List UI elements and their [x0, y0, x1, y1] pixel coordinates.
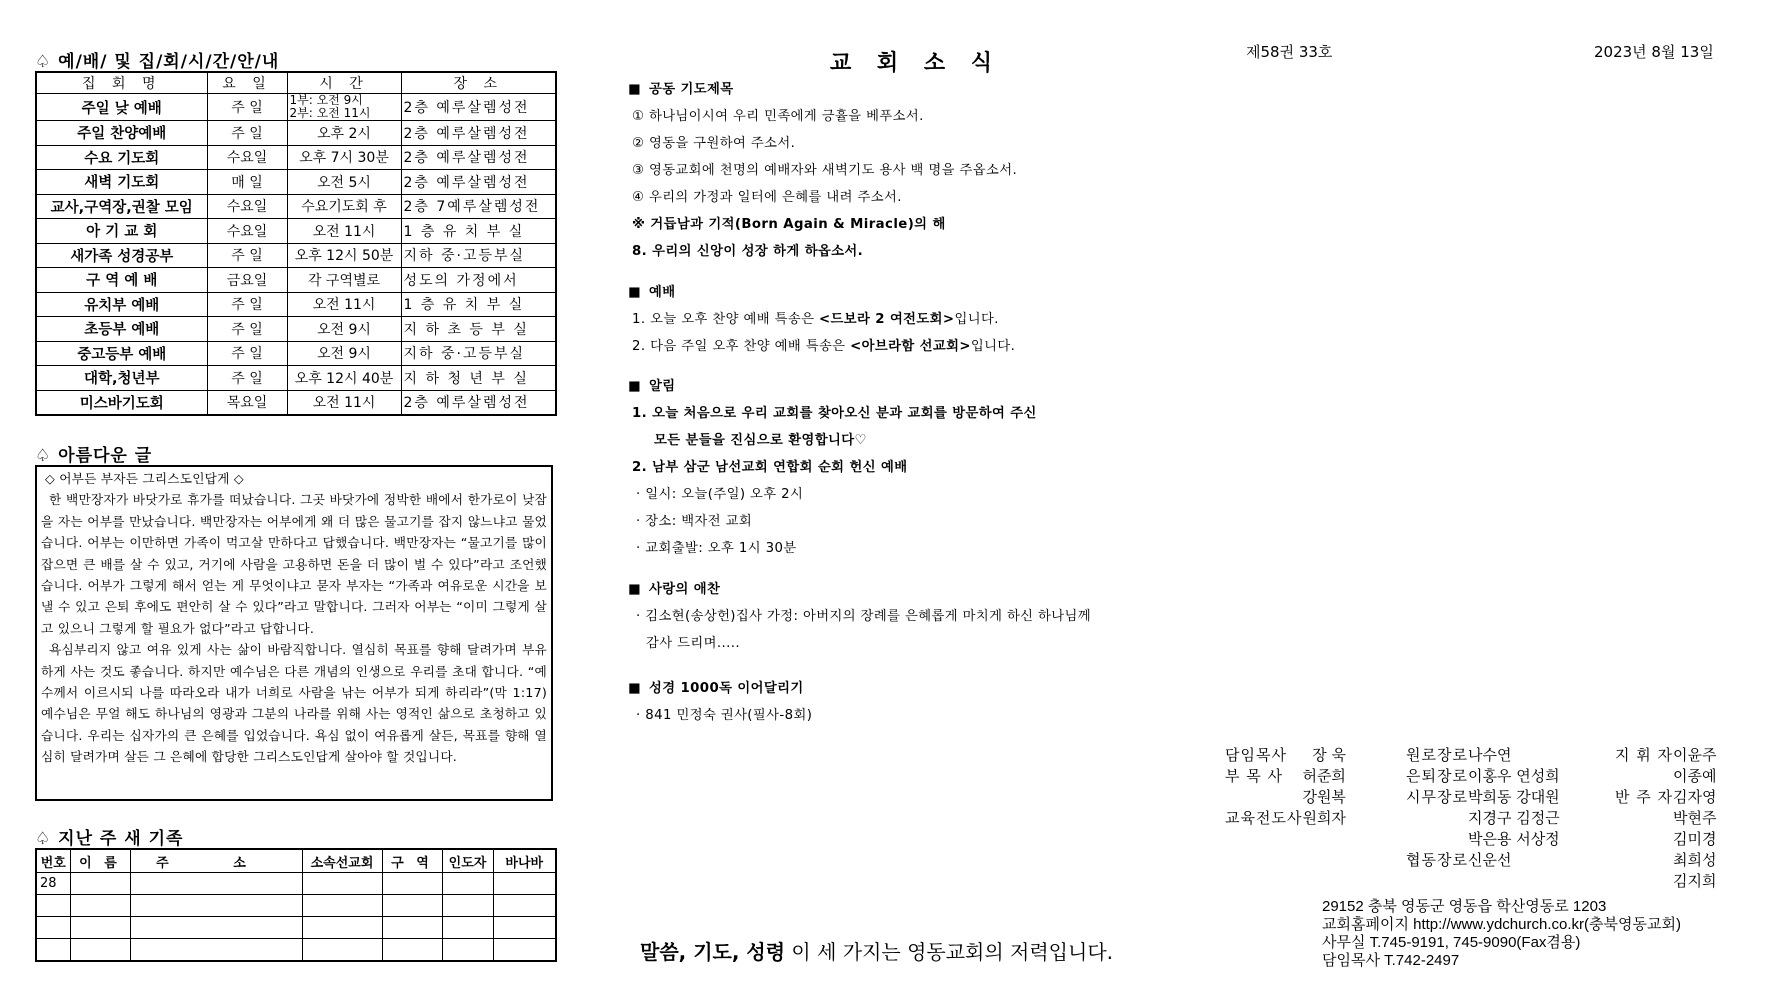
schedule-row: [36, 243, 556, 268]
church-motto: 말씀, 기도, 성령 이 세 가지는 영동교회의 저력입니다.: [640, 940, 1113, 964]
staff-role: 은퇴장로: [1406, 767, 1468, 785]
service-name: 구 역 예 배: [36, 268, 207, 293]
service-place: 2층 예루살렘성전: [401, 170, 556, 195]
pastor-phone: 담임목사 T.742-2497: [1322, 952, 1460, 969]
staff-role: 부 목 사: [1225, 767, 1284, 785]
staff-row: [1225, 787, 1346, 808]
service-place: 1 층 유 치 부 실: [401, 292, 556, 317]
staff-row: [1615, 850, 1717, 871]
visitor-row: [36, 939, 556, 962]
schedule-header: 장 소: [401, 72, 556, 94]
schedule-row: [36, 194, 556, 219]
bible-section: [628, 675, 812, 729]
prayer-section: [628, 76, 1017, 265]
service-name: 교사,구역장,권찰 모임: [36, 194, 207, 219]
service-day: 수요일: [207, 219, 287, 244]
worship-section: [628, 279, 1015, 360]
staff-row: [1615, 808, 1717, 829]
service-name: 새가족 성경공부: [36, 243, 207, 268]
staff-row: [1406, 829, 1560, 850]
staff-name: 최희성: [1673, 851, 1717, 869]
staff-row: [1406, 787, 1560, 808]
notice-heading: ■ 알림: [628, 373, 1037, 400]
staff-name: 이홍우 연성희: [1467, 767, 1560, 785]
notice-detail: · 장소: 백자전 교회: [636, 514, 753, 529]
schedule-row: [36, 170, 556, 195]
service-day: 주 일: [207, 317, 287, 342]
visitor-cell: [70, 917, 130, 939]
church-address: [1322, 898, 1681, 970]
visitor-row: [36, 917, 556, 939]
staff-role: 지 휘 자: [1615, 746, 1674, 764]
service-name: 수요 기도회: [36, 145, 207, 170]
visitors-header: 소속선교회: [302, 849, 382, 873]
visitors-header: 주 소: [130, 849, 302, 873]
staff-row: [1406, 808, 1560, 829]
staff-name: 신운선: [1467, 851, 1512, 869]
service-day: 목요일: [207, 390, 287, 415]
love-feast-line: · 김소현(송상헌)집사 가정: 아버지의 장례를 은혜롭게 마치게 하신 하나님께: [636, 609, 1092, 624]
schedule-row: [36, 145, 556, 170]
service-name: 대학,청년부: [36, 366, 207, 391]
visitor-cell: [493, 873, 556, 895]
prayer-item: ④ 우리의 가정과 일터에 은혜를 내려 주소서.: [632, 190, 902, 205]
visitor-cell: [442, 939, 493, 962]
staff-row: [1406, 766, 1560, 787]
staff-name: 김자영: [1673, 788, 1717, 806]
staff-name: 박희동 강대원: [1467, 788, 1560, 806]
love-feast-heading: ■ 사랑의 애찬: [628, 576, 1091, 603]
schedule-header-row: [36, 72, 556, 94]
schedule-row: [36, 292, 556, 317]
visitor-cell: [130, 895, 302, 917]
service-day: 주 일: [207, 341, 287, 366]
bible-line: · 841 민정숙 권사(필사-8회): [636, 708, 813, 723]
essay-title: ◇ 어부든 부자든 그리스도인답게 ◇: [45, 471, 244, 486]
love-feast-section: [628, 576, 1091, 657]
service-place: 2층 7예루살렘성전: [401, 194, 556, 219]
service-time: 각 구역별로: [287, 268, 401, 293]
visitor-cell: [302, 873, 382, 895]
schedule-row: [36, 390, 556, 415]
service-time: 오전 9시: [287, 317, 401, 342]
visitor-cell: [70, 939, 130, 962]
visitor-cell: [70, 873, 130, 895]
worship-item-1: 1. 오늘 오후 찬양 예배 특송은 <드보라 2 여전도회>입니다.: [632, 312, 999, 327]
schedule-row: [36, 317, 556, 342]
staff-role: [1615, 871, 1673, 892]
service-day: 수요일: [207, 145, 287, 170]
service-day: 주 일: [207, 121, 287, 146]
visitors-header: 이 름: [70, 849, 130, 873]
staff-name: 나수연: [1467, 746, 1512, 764]
staff-row: [1225, 745, 1346, 766]
staff-row: [1615, 829, 1717, 850]
visitor-cell: [442, 917, 493, 939]
staff-name: 이종예: [1673, 767, 1717, 785]
staff-row: [1615, 787, 1717, 808]
service-place: 지하 중·고등부실: [401, 341, 556, 366]
staff-name: 지경구 김정근: [1467, 809, 1560, 827]
essay-section-title: ♤ 아름다운 글: [35, 446, 153, 466]
service-time: 오후 7시 30분: [287, 145, 401, 170]
staff-row: [1406, 745, 1560, 766]
visitor-cell: [493, 895, 556, 917]
service-day: 수요일: [207, 194, 287, 219]
news-title: 교 회 소 식: [830, 51, 1001, 76]
month-theme: 8. 우리의 신앙이 성장 하게 하옵소서.: [632, 244, 864, 259]
essay-box: [35, 465, 553, 801]
staff-role: [1615, 829, 1673, 850]
staff-role: [1406, 829, 1468, 850]
staff-role: [1615, 766, 1673, 787]
staff-role: [1406, 808, 1468, 829]
essay-paragraph: 한 백만장자가 바닷가로 휴가를 떠났습니다. 그곳 바닷가에 정박한 배에서 한가로이 낮잠을 자는 어부를 만났습니다. 백만장자는 어부에게 왜 더 많은 물고기를 잡지 않느냐고 물었습니다. 어부는 이만하면 가족이 먹고살 만하다고 답했습니다. 백만장자는 “물고기를 많이 잡으면 큰 배를 살 수 있고, 거기에 사람을 고용하면 돈을 더 많이 벌 수 있다”라고 조언했습니다. 어부가 그렇게 해서 얻는 게 무엇이냐고 묻자 부자는 “가족과 여유로운 시간을 보낼 수 있고 은퇴 후에도 편안히 살 수 있다”라고 말합니다. 그러자 어부는 “이미 그렇게 살고 있으니 그렇게 할 필요가 없다”라고 답합니다.: [41, 492, 547, 636]
service-name: 주일 낮 예배: [36, 94, 207, 121]
visitor-cell: [493, 917, 556, 939]
service-time: 수요기도회 후: [287, 194, 401, 219]
schedule-row: [36, 268, 556, 293]
staff-name: 이윤주: [1673, 746, 1717, 764]
bulletin-date: 2023년 8월 13일: [1594, 43, 1714, 61]
year-theme: ※ 거듭남과 기적(Born Again & Miracle)의 해: [632, 217, 946, 232]
notice-item-1: 1. 오늘 처음으로 우리 교회를 찾아오신 분과 교회를 방문하여 주신: [632, 406, 1037, 421]
staff-column-music: [1615, 745, 1717, 892]
essay-paragraph: 욕심부리지 않고 여유 있게 사는 삶이 바람직합니다. 열심히 목표를 향해 달려가며 부유하게 사는 것도 좋습니다. 하지만 예수님은 다른 개념의 인생으로 우리를 초대 합니다. “예수께서 이르시되 나를 따라오라 내가 너희로 사람을 낚는 어부가 되게 하리라”(막 1:17) 예수님은 무얼 해도 하나님의 영광과 그분의 나라를 위해 사는 영적인 삶으로 초청하고 있습니다. 우리는 십자가의 큰 은혜를 입었습니다. 욕심 없이 여유롭게 살든, 목표를 향해 열심히 달려가며 살든 그 은혜에 합당한 그리스도인답게 살아야 할 것입니다.: [41, 642, 547, 765]
service-time: 오전 11시: [287, 390, 401, 415]
worship-item-2: 2. 다음 주일 오후 찬양 예배 특송은 <아브라함 선교회>입니다.: [632, 339, 1016, 354]
staff-row: [1615, 871, 1717, 892]
service-time: 오전 9시: [287, 341, 401, 366]
visitor-cell: [493, 939, 556, 962]
service-place: 지하 중·고등부실: [401, 243, 556, 268]
visitors-header: 바나바: [493, 849, 556, 873]
homepage-line: 교회홈페이지 http://www.ydchurch.co.kr(충북영동교회): [1322, 916, 1681, 933]
visitor-cell: [302, 939, 382, 962]
worship-heading: ■ 예배: [628, 279, 1015, 306]
schedule-header: 집 회 명: [36, 72, 207, 94]
visitor-row: [36, 873, 556, 895]
schedule-header: 시 간: [287, 72, 401, 94]
schedule-row: [36, 219, 556, 244]
service-day: 매 일: [207, 170, 287, 195]
service-time: 오전 5시: [287, 170, 401, 195]
visitor-cell: [70, 895, 130, 917]
service-name: 주일 찬양예배: [36, 121, 207, 146]
service-name: 미스바기도회: [36, 390, 207, 415]
service-place: 2층 예루살렘성전: [401, 121, 556, 146]
service-time: 오후 12시 40분: [287, 366, 401, 391]
love-feast-line: 감사 드리며.....: [646, 636, 740, 651]
prayer-item: ② 영동을 구원하여 주소서.: [632, 136, 796, 151]
office-phone: 사무실 T.745-9191, 745-9090(Fax겸용): [1322, 934, 1581, 951]
staff-role: 담임목사: [1225, 746, 1287, 764]
notice-item-1-cont: 모든 분들을 진심으로 환영합니다♡: [654, 433, 867, 448]
service-name: 아 기 교 회: [36, 219, 207, 244]
visitors-table: [35, 848, 557, 962]
staff-role: 교육전도사: [1225, 809, 1303, 827]
staff-role: 협동장로: [1406, 851, 1468, 869]
staff-row: [1225, 808, 1346, 829]
visitor-cell: [442, 873, 493, 895]
visitor-cell: [382, 939, 442, 962]
schedule-row: [36, 94, 556, 121]
service-place: 지 하 청 년 부 실: [401, 366, 556, 391]
staff-row: [1406, 850, 1560, 871]
service-time: 1부: 오전 9시 2부: 오전 11시: [287, 94, 401, 121]
service-name: 중고등부 예배: [36, 341, 207, 366]
schedule-header: 요 일: [207, 72, 287, 94]
address-line: 29152 충북 영동군 영동읍 학산영동로 1203: [1322, 898, 1607, 915]
visitor-cell: [382, 895, 442, 917]
bible-heading: ■ 성경 1000독 이어달리기: [628, 675, 812, 702]
service-day: 주 일: [207, 243, 287, 268]
staff-role: [1615, 808, 1673, 829]
visitors-header: 번호: [36, 849, 70, 873]
schedule-row: [36, 341, 556, 366]
visitor-cell: 28: [36, 873, 70, 895]
visitor-cell: [130, 939, 302, 962]
staff-role: 원로장로: [1406, 746, 1468, 764]
visitors-header: 구 역: [382, 849, 442, 873]
service-day: 주 일: [207, 94, 287, 121]
prayer-item: ③ 영동교회에 천명의 예배자와 새벽기도 용사 백 명을 주옵소서.: [632, 163, 1018, 178]
service-day: 주 일: [207, 366, 287, 391]
schedule-table: [35, 71, 557, 416]
staff-row: [1225, 766, 1346, 787]
staff-role: 반 주 자: [1615, 788, 1674, 806]
visitors-title: ♤ 지난 주 새 기족: [35, 829, 184, 849]
service-time: 오후 12시 50분: [287, 243, 401, 268]
staff-name: 장 욱: [1312, 746, 1346, 764]
staff-role: 시무장로: [1406, 788, 1468, 806]
service-name: 새벽 기도회: [36, 170, 207, 195]
service-name: 유치부 예배: [36, 292, 207, 317]
schedule-row: [36, 121, 556, 146]
visitors-header: 인도자: [442, 849, 493, 873]
service-place: 2층 예루살렘성전: [401, 390, 556, 415]
service-place: 지 하 초 등 부 실: [401, 317, 556, 342]
visitor-cell: [382, 917, 442, 939]
service-time: 오전 11시: [287, 219, 401, 244]
service-time: 오전 11시: [287, 292, 401, 317]
staff-name: 박현주: [1673, 809, 1717, 827]
staff-name: 박은용 서상정: [1467, 830, 1560, 848]
schedule-row: [36, 366, 556, 391]
staff-column-elders: [1406, 745, 1560, 871]
staff-name: 김지희: [1673, 872, 1717, 890]
staff-name: 허준희: [1302, 767, 1346, 785]
staff-name: 강원복: [1302, 788, 1346, 806]
notice-detail: · 일시: 오늘(주일) 오후 2시: [636, 487, 804, 502]
visitor-row: [36, 895, 556, 917]
staff-row: [1615, 745, 1717, 766]
staff-name: 김미경: [1673, 830, 1717, 848]
staff-name: 원희자: [1302, 809, 1346, 827]
prayer-item: ① 하나님이시여 우리 민족에게 긍휼을 베푸소서.: [632, 109, 924, 124]
service-place: 2층 예루살렘성전: [401, 145, 556, 170]
staff-row: [1615, 766, 1717, 787]
service-day: 금요일: [207, 268, 287, 293]
schedule-title: ♤ 예/배/ 및 집/회/시/간/안/내: [35, 52, 280, 72]
service-time: 오후 2시: [287, 121, 401, 146]
notice-item-2: 2. 남부 삼군 남선교회 연합회 순회 헌신 예배: [632, 460, 908, 475]
visitor-cell: [130, 917, 302, 939]
visitor-cell: [302, 917, 382, 939]
notice-section: [628, 373, 1037, 562]
visitor-cell: [442, 895, 493, 917]
staff-column-pastors: [1225, 745, 1346, 829]
service-place: 1 층 유 치 부 실: [401, 219, 556, 244]
notice-detail: · 교회출발: 오후 1시 30분: [636, 541, 797, 556]
visitor-cell: [302, 895, 382, 917]
volume-number: 제58권 33호: [1246, 43, 1333, 61]
visitor-cell: [382, 873, 442, 895]
service-place: 2층 예루살렘성전: [401, 94, 556, 121]
visitor-cell: [130, 873, 302, 895]
service-name: 초등부 예배: [36, 317, 207, 342]
staff-role: [1615, 850, 1673, 871]
service-place: 성도의 가정에서: [401, 268, 556, 293]
visitor-cell: [36, 917, 70, 939]
staff-role: [1225, 787, 1302, 808]
visitor-cell: [36, 939, 70, 962]
service-day: 주 일: [207, 292, 287, 317]
visitors-header-row: [36, 849, 556, 873]
prayer-heading: ■ 공동 기도제목: [628, 76, 1017, 103]
visitor-cell: [36, 895, 70, 917]
